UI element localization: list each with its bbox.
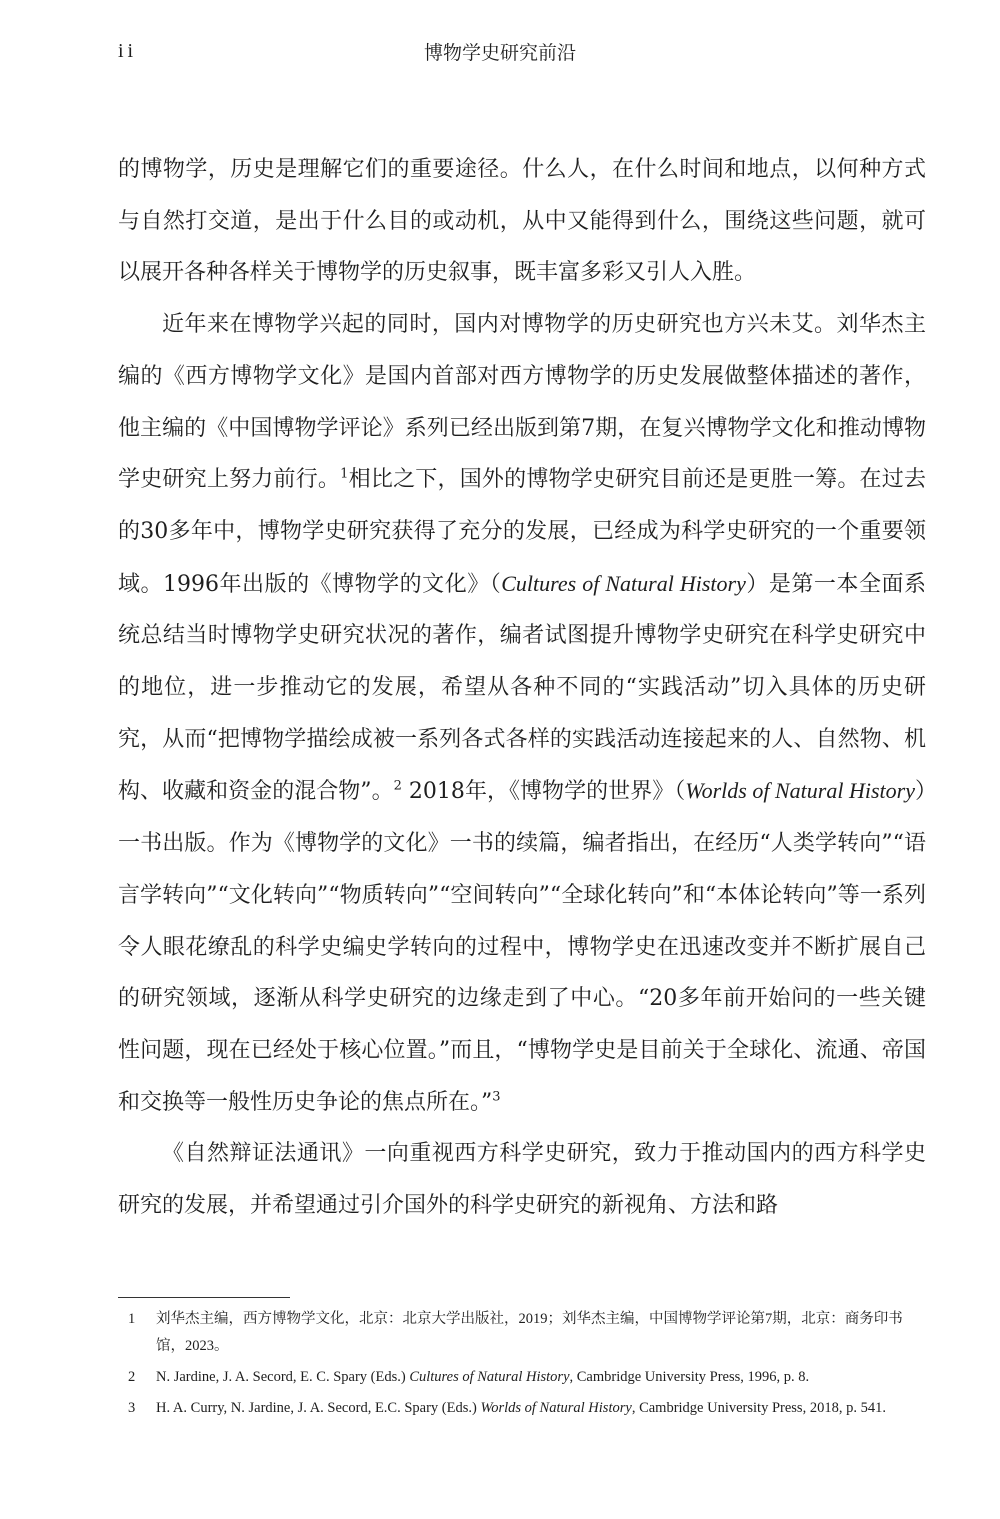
- footnote-1: [128, 1306, 924, 1360]
- book-title-cultures: Cultures of Natural History: [501, 570, 746, 596]
- footnotes: [128, 1306, 924, 1426]
- footnote-ref-2[interactable]: 2: [393, 779, 402, 795]
- footnote-2: [128, 1364, 924, 1391]
- paragraph-2-text-d: 2018年，《博物学的世界》（: [401, 779, 686, 805]
- footnote-ref-1[interactable]: 1: [340, 466, 349, 482]
- paragraph-2: [118, 299, 926, 1128]
- footnote-divider: [118, 1297, 290, 1298]
- footnote-text: [156, 1364, 924, 1391]
- book-title-worlds: Worlds of Natural History: [685, 778, 915, 804]
- footnote-book-title: Cultures of Natural History: [409, 1369, 570, 1385]
- paragraph-2-text-e: ）一书出版。作为《博物学的文化》一书的续篇，编者指出，在经历“人类学转向”“语言学转向”“文化转向”“物质转向”“空间转向”“全球化转向”和“本体论转向”等一系列令人眼花缭乱的科学史编史学转向的过程中，博物学史在迅速改变并不断扩展自己的研究领域，逐渐从科学史研究的边缘走到了中心。“20多年前开始问的一些关键性问题，现在已经处于核心位置。”而且，“博物学史是目前关于全球化、流通、帝国和交换等一般性历史争论的焦点所在。”: [118, 779, 926, 1115]
- footnote-authors: H. A. Curry, N. Jardine, J. A. Secord, E.C. Spary (Eds.): [156, 1400, 481, 1416]
- paragraph-2-text-b: 相比之下，国外的博物学史研究目前还是更胜一筹。在过去的30多年中，博物学史研究获得了充分的发展，已经成为科学史研究的一个重要领域。1996年出版的《博物学的文化》（: [118, 467, 926, 597]
- footnote-3: [128, 1395, 924, 1422]
- body-text: [118, 144, 926, 1232]
- paragraph-3: 《自然辩证法通讯》一向重视西方科学史研究，致力于推动国内的西方科学史研究的发展，并希望通过引介国外的科学史研究的新视角、方法和路: [118, 1141, 926, 1219]
- footnote-text: [156, 1395, 924, 1422]
- footnote-publisher: , Cambridge University Press, 1996, p. 8.: [569, 1369, 810, 1385]
- footnote-number: 2: [128, 1369, 136, 1385]
- footnote-book-title: Worlds of Natural History: [480, 1400, 632, 1416]
- paragraph-1: 的博物学，历史是理解它们的重要途径。什么人，在什么时间和地点，以何种方式与自然打交道，是出于什么目的或动机，从中又能得到什么，围绕这些问题，就可以展开各种各样关于博物学的历史叙事，既丰富多彩又引人入胜。: [118, 157, 926, 286]
- footnote-number: 1: [128, 1311, 136, 1327]
- footnote-text: 刘华杰主编，西方博物学文化，北京：北京大学出版社，2019；刘华杰主编，中国博物学评论第7期，北京：商务印书馆，2023。: [156, 1311, 903, 1354]
- footnote-number: 3: [128, 1400, 136, 1416]
- footnote-publisher: , Cambridge University Press, 2018, p. 541.: [631, 1400, 886, 1416]
- paragraph-2-text-c: ）是第一本全面系统总结当时博物学史研究状况的著作，编者试图提升博物学史研究在科学史研究中的地位，进一步推动它的发展，希望从各种不同的“实践活动”切入具体的历史研究，从而“把博物学描绘成被一系列各式各样的实践活动连接起来的人、自然物、机构、收藏和资金的混合物”。: [118, 571, 926, 805]
- footnote-ref-3[interactable]: 3: [492, 1089, 501, 1105]
- running-title: 博物学史研究前沿: [423, 42, 576, 64]
- footnote-authors: N. Jardine, J. A. Secord, E. C. Spary (Eds.): [156, 1369, 410, 1385]
- paragraph-2-text-a: 近年来在博物学兴起的同时，国内对博物学的历史研究也方兴未艾。刘华杰主编的《西方博物学文化》是国内首部对西方博物学的历史发展做整体描述的著作，他主编的《中国博物学评论》系列已经出版到第7期，在复兴博物学文化和推动博物学史研究上努力前行。: [118, 312, 926, 493]
- page-number: ii: [118, 40, 138, 62]
